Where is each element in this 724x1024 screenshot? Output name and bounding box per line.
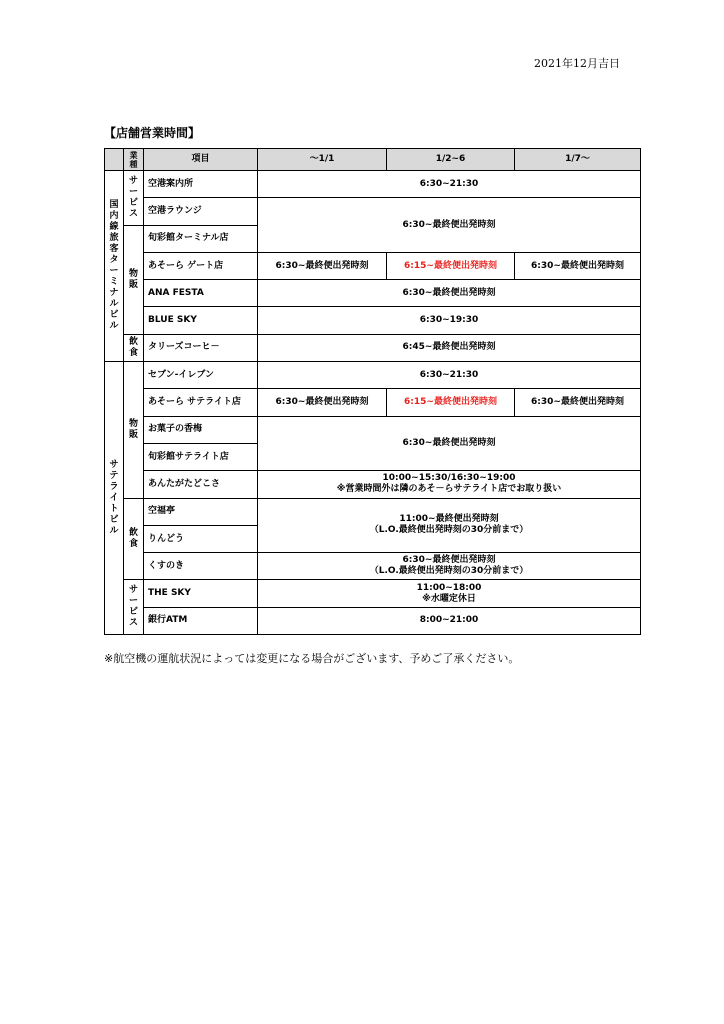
hours-line-1: 11:00~最終便出発時刻 <box>399 514 499 525</box>
category-inshoku: 飲食 <box>124 498 144 580</box>
hours-line-1: 10:00~15:30/16:30~19:00 <box>382 473 516 484</box>
hours-line-1: 6:30~最終便出発時刻 <box>402 555 496 566</box>
store-name: BLUE SKY <box>144 307 258 334</box>
hours-value <box>258 580 641 607</box>
table-row <box>105 553 641 580</box>
hours-value-period-1: 6:30~最終便出発時刻 <box>258 252 387 279</box>
table-row <box>105 252 641 279</box>
store-name: 空福亭 <box>144 498 258 525</box>
hours-line-2: （L.O.最終便出発時刻の30分前まで） <box>369 525 529 536</box>
table-row <box>105 280 641 307</box>
table-row <box>105 389 641 416</box>
hours-line-2: （L.O.最終便出発時刻の30分前まで） <box>369 566 529 577</box>
store-name: くすのき <box>144 553 258 580</box>
hours-value: 6:30~21:30 <box>258 362 641 389</box>
header-blank <box>105 149 124 171</box>
hours-value-period-3: 6:30~最終便出発時刻 <box>515 389 641 416</box>
store-name: 旬彩館サテライト店 <box>144 443 258 470</box>
hours-value: 8:00~21:00 <box>258 607 641 634</box>
store-name: ANA FESTA <box>144 280 258 307</box>
table-row <box>105 498 641 525</box>
hours-value: 6:30~21:30 <box>258 171 641 198</box>
table-row <box>105 198 641 225</box>
store-hours-table <box>104 148 641 635</box>
group-satellite: サテライトビル <box>105 362 124 635</box>
store-name: THE SKY <box>144 580 258 607</box>
hours-line-2: ※水曜定休日 <box>422 593 476 604</box>
hours-value: 6:30~最終便出発時刻 <box>258 198 641 253</box>
store-name: 銀行ATM <box>144 607 258 634</box>
store-name: りんどう <box>144 525 258 552</box>
store-name: あそーら ゲート店 <box>144 252 258 279</box>
table-row <box>105 307 641 334</box>
header-item: 項目 <box>144 149 258 171</box>
table-row <box>105 171 641 198</box>
table-row <box>105 362 641 389</box>
table-header-row <box>105 149 641 171</box>
hours-value-period-3: 6:30~最終便出発時刻 <box>515 252 641 279</box>
table-row <box>105 607 641 634</box>
hours-value-period-1: 6:30~最終便出発時刻 <box>258 389 387 416</box>
store-name: あんたがたどこさ <box>144 471 258 498</box>
page-title: 【店舗営業時間】 <box>104 126 201 140</box>
hours-value <box>258 498 641 553</box>
store-name: あそーら サテライト店 <box>144 389 258 416</box>
hours-value <box>258 553 641 580</box>
hours-value <box>258 471 641 498</box>
footnote: ※航空機の運航状況によっては変更になる場合がございます、予めご了承ください。 <box>104 652 520 665</box>
issue-date: 2021年12月吉日 <box>534 57 620 70</box>
header-period-1: ～1/1 <box>258 149 387 171</box>
header-gyoshu: 業種 <box>124 149 144 171</box>
category-bussan: 物販 <box>124 362 144 498</box>
hours-value: 6:30~最終便出発時刻 <box>258 416 641 471</box>
category-inshoku: 飲食 <box>124 334 144 361</box>
hours-line-1: 11:00~18:00 <box>416 582 482 593</box>
table-row <box>105 471 641 498</box>
store-name: お菓子の香梅 <box>144 416 258 443</box>
group-domestic-terminal: 国内線旅客ターミナルビル <box>105 171 124 362</box>
header-period-2: 1/2~6 <box>387 149 515 171</box>
hours-value-period-2: 6:15~最終便出発時刻 <box>387 252 515 279</box>
table-row <box>105 416 641 443</box>
hours-value: 6:30~最終便出発時刻 <box>258 280 641 307</box>
category-service: サービス <box>124 171 144 226</box>
category-bussan: 物販 <box>124 225 144 334</box>
store-name: 旬彩館ターミナル店 <box>144 225 258 252</box>
header-period-3: 1/7～ <box>515 149 641 171</box>
store-name: 空港ラウンジ <box>144 198 258 225</box>
hours-value: 6:30~19:30 <box>258 307 641 334</box>
table-row <box>105 334 641 361</box>
hours-value: 6:45~最終便出発時刻 <box>258 334 641 361</box>
store-name: セブン-イレブン <box>144 362 258 389</box>
hours-value-period-2: 6:15~最終便出発時刻 <box>387 389 515 416</box>
hours-line-2: ※営業時間外は隣のあそ－らサテライト店でお取り扱い <box>336 484 562 495</box>
category-service: サービス <box>124 580 144 635</box>
table-row <box>105 580 641 607</box>
store-name: タリーズコーヒ－ <box>144 334 258 361</box>
store-name: 空港案内所 <box>144 171 258 198</box>
